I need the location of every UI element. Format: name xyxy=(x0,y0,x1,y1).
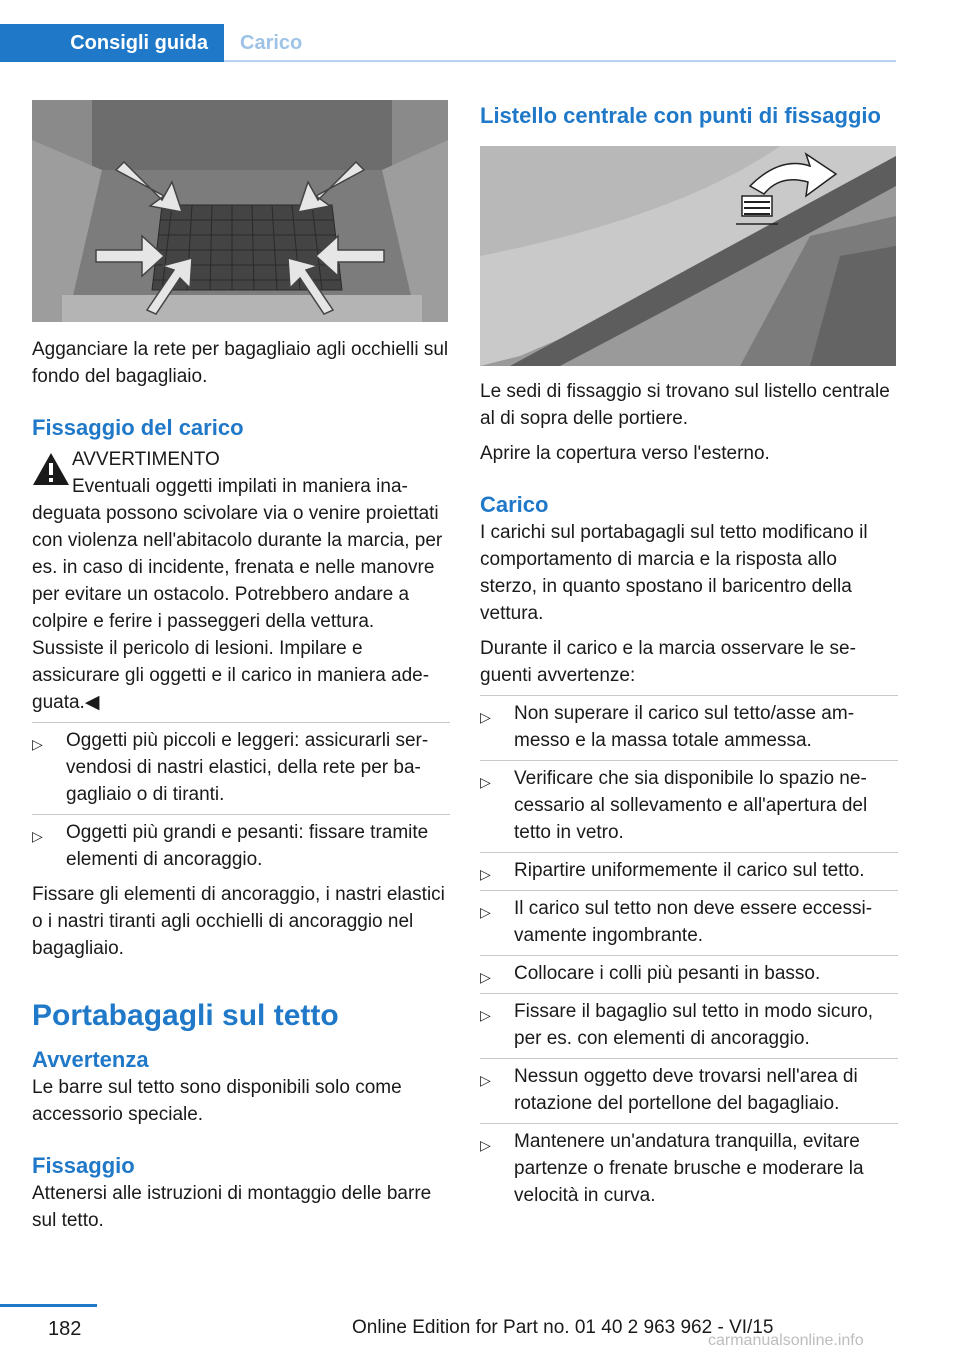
triangle-bullet-icon: ▷ xyxy=(480,1007,491,1023)
list-item: ▷ Non superare il carico sul tetto/asse ammesso e la massa totale ammessa. xyxy=(480,703,855,751)
load-paragraph-1: I carichi sul portabagagli sul tetto modificano il comportamento di marcia e la risposta allo sterzo, in quanto spostano il baricentro della vettura. xyxy=(480,522,868,624)
triangle-bullet-icon: ▷ xyxy=(480,1072,491,1088)
edition-text: Online Edition for Part no. 01 40 2 963 962 - VI/15 xyxy=(352,1317,774,1338)
left-column xyxy=(32,100,450,1234)
page-number: 182 xyxy=(48,1318,82,1340)
watermark: carmanualsonline.info xyxy=(708,1332,864,1349)
warning-block xyxy=(32,446,450,716)
footer-rule xyxy=(0,1304,97,1307)
warning-label: AVVERTIMENTO xyxy=(72,449,220,470)
mount-text: Attenersi alle istruzioni di montaggio delle barre sul tetto. xyxy=(32,1183,432,1231)
mount-heading: Fissaggio xyxy=(32,1153,135,1178)
fix-load-heading: Fissaggio del carico xyxy=(32,415,244,440)
roof-rack-heading: Portabagagli sul tetto xyxy=(32,999,339,1032)
note-text: Le barre sul tetto sono disponibili solo come accessorio speciale. xyxy=(32,1077,402,1125)
fix-list xyxy=(32,722,450,879)
triangle-bullet-icon: ▷ xyxy=(480,1137,491,1153)
list-item: ▷ Nessun oggetto deve trovarsi nell'area di rotazione del portellone del bagagliaio. xyxy=(480,1058,898,1123)
page-header xyxy=(0,0,960,64)
list-item: ▷ Oggetti più grandi e pesanti: fissare tramite elementi di ancoraggio. xyxy=(32,814,450,879)
triangle-bullet-icon: ▷ xyxy=(32,736,43,752)
triangle-bullet-icon: ▷ xyxy=(32,828,43,844)
triangle-bullet-icon: ▷ xyxy=(480,709,491,725)
warning-triangle-icon xyxy=(32,452,70,486)
list-item: ▷ Il carico sul tetto non deve essere eccessivamente ingombrante. xyxy=(480,890,898,955)
strip-paragraph-2: Aprire la copertura verso l'esterno. xyxy=(480,443,770,464)
anchor-paragraph: Fissare gli elementi di ancoraggio, i nastri elastici o i nastri tiranti agli occhielli di ancoraggio nel bagagliaio. xyxy=(32,884,445,959)
warning-text: deguata possono scivolare via o venire proiettati con violenza nell'abitacolo durante la marcia, per es. in caso di incidente, frenata e nelle manovre per evitare un ostacolo. Potrebbero andare a colpire e ferire i passeggeri della vettura. Sussiste il pericolo di lesioni. Impilare e assicurare gli oggetti e il carico in maniera adeguata.◀ xyxy=(32,503,443,713)
header-rule xyxy=(224,60,896,62)
list-item: ▷ Fissare il bagaglio sul tetto in modo sicuro, per es. con elementi di ancoraggio. xyxy=(480,993,898,1058)
triangle-bullet-icon: ▷ xyxy=(480,866,491,882)
section-tab[interactable]: Carico xyxy=(240,31,303,54)
list-item: ▷ Mantenere un'andatura tranquilla, evitare partenze o frenate brusche e moderare la velocità in curva. xyxy=(480,1123,898,1215)
strip-heading: Listello centrale con punti di fissaggio xyxy=(480,103,881,128)
load-paragraph-2: Durante il carico e la marcia osservare le seguenti avvertenze: xyxy=(480,638,856,686)
list-item: ▷ Collocare i colli più pesanti in basso. xyxy=(480,955,898,993)
note-heading: Avvertenza xyxy=(32,1047,149,1072)
list-item: ▷ Verificare che sia disponibile lo spazio necessario al sollevamento e all'apertura del tetto in vetro. xyxy=(480,760,898,852)
triangle-bullet-icon: ▷ xyxy=(480,969,491,985)
roof-strip-photo xyxy=(480,146,896,366)
strip-paragraph-1: Le sedi di fissaggio si trovano sul listello centrale al di sopra delle portiere. xyxy=(480,381,890,429)
load-list xyxy=(480,695,898,1215)
photo-caption: Agganciare la rete per bagagliaio agli occhielli sul fondo del bagagliaio. xyxy=(32,339,449,387)
load-heading: Carico xyxy=(480,492,549,517)
triangle-bullet-icon: ▷ xyxy=(480,774,491,790)
triangle-bullet-icon: ▷ xyxy=(480,904,491,920)
luggage-net-photo xyxy=(32,100,448,322)
right-column xyxy=(480,102,898,1215)
chapter-tab[interactable]: Consigli guida xyxy=(0,24,224,62)
list-item: ▷ Ripartire uniformemente il carico sul tetto. xyxy=(480,852,898,890)
warning-lead: Eventuali oggetti impilati in maniera ina- xyxy=(72,476,408,497)
list-item: ▷ Oggetti più piccoli e leggeri: assicurarli servendosi di nastri elastici, della rete per bagagliaio o di tiranti. xyxy=(32,730,429,805)
